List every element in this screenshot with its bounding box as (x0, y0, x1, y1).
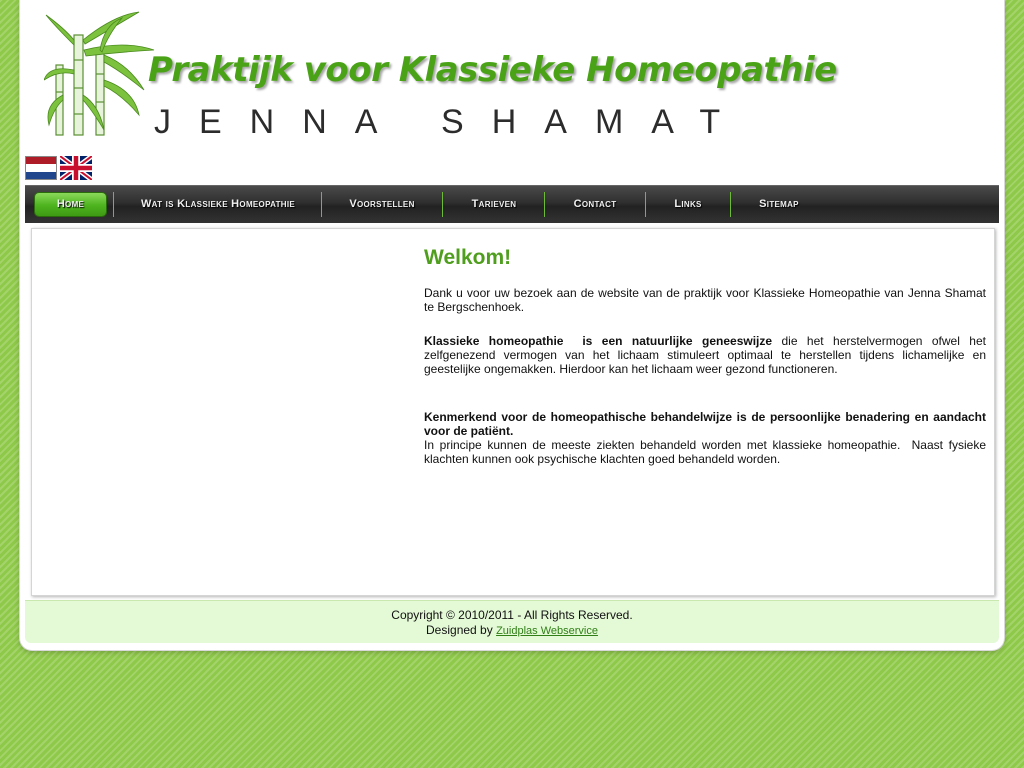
nav-divider (544, 192, 545, 217)
nav-contact[interactable]: Contact (573, 198, 617, 210)
nav-tarieven[interactable]: Tarieven (471, 198, 517, 210)
site-title: Praktijk voor Klassieke Homeopathie (148, 50, 837, 90)
approach-emphasis: Kenmerkend voor de homeopathische behandelwijze is de persoonlijke benadering en aandacht voor de patiënt. (424, 410, 986, 438)
content-panel (31, 228, 995, 596)
site-header (20, 0, 1004, 150)
nav-home[interactable]: Home (35, 193, 106, 216)
designed-by-label: Designed by (426, 623, 497, 637)
nav-sitemap[interactable]: Sitemap (759, 198, 799, 210)
practitioner-name: JENNA SHAMAT (154, 103, 749, 141)
site-footer (25, 600, 999, 643)
designer-credit (25, 623, 999, 637)
nav-divider (730, 192, 731, 217)
approach-text: In principe kunnen de meeste ziekten behandeld worden met klassieke homeopathie. Naast fysieke klachten kunnen ook psychische klachten goed behandeld worden. (424, 438, 990, 466)
page-heading: Welkom! (424, 246, 512, 269)
nav-voorstellen[interactable]: Voorstellen (349, 198, 415, 210)
netherlands-flag-icon[interactable] (25, 156, 57, 180)
nav-wat-is-klassieke-homeopathie[interactable]: Wat is Klassieke Homeopathie (140, 198, 296, 210)
approach-paragraph (424, 410, 990, 466)
main-article (424, 246, 990, 466)
nav-divider (321, 192, 322, 217)
uk-flag-icon[interactable] (60, 156, 92, 180)
designer-link[interactable]: Zuidplas Webservice (496, 625, 598, 637)
homeopathy-paragraph (424, 334, 986, 376)
copyright-text: Copyright © 2010/2011 - All Rights Reserved. (391, 608, 633, 622)
page-container (20, 0, 1004, 650)
homeopathy-text: die het herstelvermogen ofwel het zelfgenezend vermogen van het lichaam stimuleert optimaal te herstellen tijdens lichamelijke en geestelijke ongemakken. Hierdoor kan het lichaam weer gezond functioneren. (424, 334, 986, 376)
homeopathy-emphasis: Klassieke homeopathie is een natuurlijke geneeswijze (424, 334, 773, 348)
nav-divider (645, 192, 646, 217)
main-navigation (25, 185, 999, 223)
nav-divider (442, 192, 443, 217)
nav-links[interactable]: Links (674, 198, 702, 210)
nav-divider (113, 192, 114, 217)
intro-paragraph: Dank u voor uw bezoek aan de website van de praktijk voor Klassieke Homeopathie van Jenna Shamat te Bergschenhoek. (424, 286, 986, 314)
